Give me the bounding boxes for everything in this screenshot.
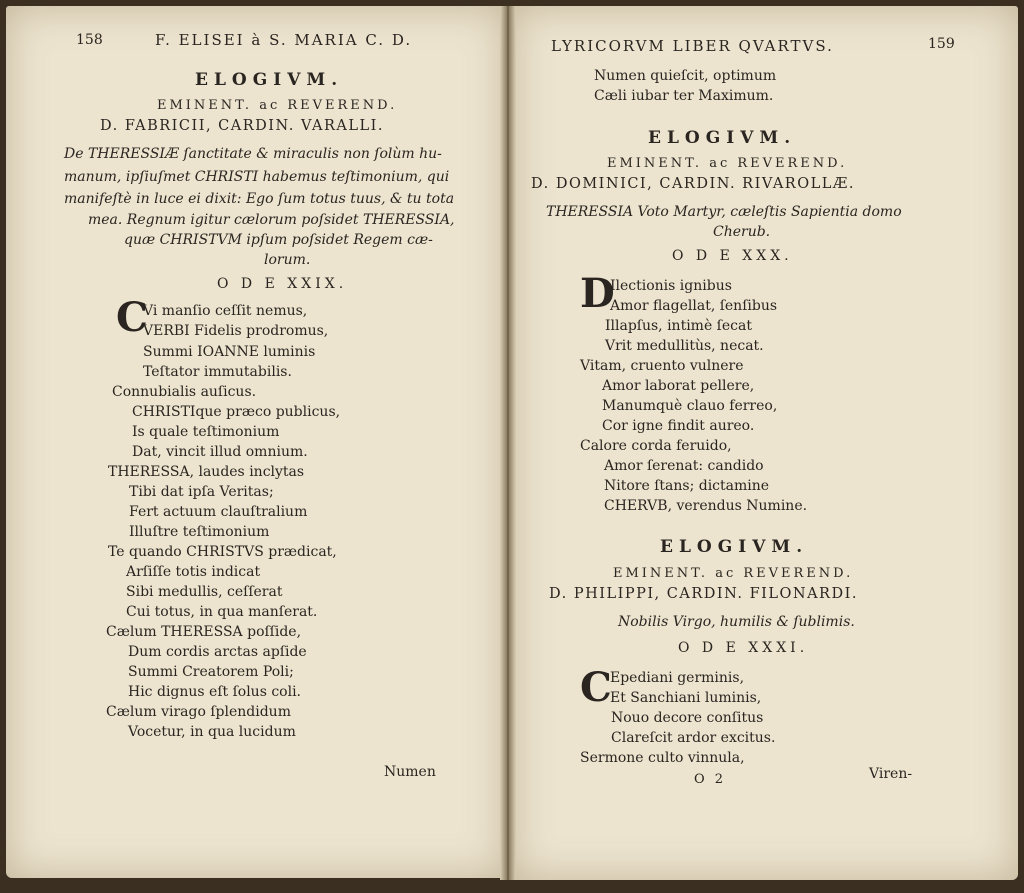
- right-ode-title-2: O D E XXXI.: [678, 640, 809, 656]
- verse-line: Arſiſſe totis indicat: [126, 564, 261, 580]
- intro-line: De THERESSIÆ ſanctitate & miraculis non ſolùm hu-: [64, 146, 442, 162]
- verse-line: Cælum THERESSA poſſide,: [106, 624, 302, 640]
- verse-line: Sibi medullis, ceſſerat: [126, 584, 283, 600]
- verse-line: Manumquè clauo ferreo,: [602, 398, 778, 414]
- right-dropcap-1: D: [580, 270, 615, 317]
- intro-line: lorum.: [264, 252, 311, 268]
- intro-line: Cherub.: [713, 224, 771, 240]
- verse-line: Vi manſio ceſſit nemus,: [143, 303, 308, 319]
- book-gutter: [500, 6, 516, 880]
- verse-line: Et Sanchiani luminis,: [610, 690, 762, 706]
- verse-line: Sermone culto vinnula,: [580, 750, 745, 766]
- verse-line: Dum cordis arctas apſide: [128, 644, 307, 660]
- right-signature-mark: O 2: [694, 772, 727, 787]
- left-running-head: F. ELISEI à S. MARIA C. D.: [155, 31, 413, 49]
- verse-line: Amor ſerenat: candido: [604, 458, 764, 474]
- intro-line: manifeſtè in luce ei dixit: Ego ſum totus tuus, & tu tota: [64, 191, 455, 207]
- left-catchword: Numen: [384, 764, 436, 780]
- verse-line: Clareſcit ardor excitus.: [611, 730, 776, 746]
- verse-line: Vrit medullitùs, necat.: [605, 338, 764, 354]
- left-page: [6, 6, 506, 878]
- verse-line: Hic dignus eſt ſolus coli.: [128, 684, 302, 700]
- verse-line: Cor igne findit aureo.: [602, 418, 755, 434]
- verse-line: CHRISTIque præco publicus,: [132, 404, 341, 420]
- verse-line: Cælum virago ſplendidum: [106, 704, 291, 720]
- right-cardinal-name-1: D. DOMINICI, CARDIN. RIVAROLLÆ.: [531, 176, 855, 192]
- verse-line: Illuſtre teſtimonium: [129, 524, 270, 540]
- right-cardinal-name-2: D. PHILIPPI, CARDIN. FILONARDI.: [549, 586, 858, 602]
- verse-line: CHERVB, verendus Numine.: [604, 498, 808, 514]
- left-elogium-title: ELOGIVM.: [195, 70, 344, 90]
- verse-line: Vocetur, in qua lucidum: [128, 724, 296, 740]
- intro-line: quæ CHRISTVM ipſum poſsidet Regem cæ-: [124, 232, 433, 248]
- verse-line: Nouo decore conſitus: [611, 710, 764, 726]
- right-elogium-title-1: ELOGIVM.: [648, 128, 797, 148]
- verse-line: Summi IOANNE luminis: [143, 344, 316, 360]
- verse-line: THERESSA, laudes inclytas: [108, 464, 305, 480]
- right-intro-2: Nobilis Virgo, humilis & ſublimis.: [618, 614, 855, 630]
- left-ode-title: O D E XXIX.: [217, 276, 348, 292]
- intro-line: manum, ipſiuſmet CHRISTI habemus teſtimonium, qui: [64, 169, 450, 185]
- verse-line: Connubialis auſicus.: [112, 384, 257, 400]
- right-dropcap-2: C: [580, 664, 612, 711]
- left-cardinal-name: D. FABRICII, CARDIN. VARALLI.: [100, 118, 384, 134]
- verse-line: Summi Creatorem Poli;: [128, 664, 294, 680]
- right-running-head: LYRICORVM LIBER QVARTVS.: [551, 37, 834, 55]
- right-catchword: Viren-: [869, 766, 913, 782]
- verse-line: Is quale teſtimonium: [132, 424, 280, 440]
- verse-line: VERBI Fidelis prodromus,: [143, 323, 329, 339]
- verse-line: Tibi dat ipſa Veritas;: [129, 484, 274, 500]
- right-ode-title-1: O D E XXX.: [672, 248, 793, 264]
- verse-line: Te quando CHRISTVS prædicat,: [108, 544, 337, 560]
- verse-line: Vitam, cruento vulnere: [580, 358, 744, 374]
- intro-line: THERESSIA Voto Martyr, cæleſtis Sapientia domo: [546, 204, 902, 220]
- verse-line: Teſtator immutabilis.: [143, 364, 292, 380]
- left-eminent-line: EMINENT. ac REVEREND.: [157, 98, 398, 113]
- right-page-number: 159: [928, 36, 955, 52]
- verse-line: Cui totus, in qua manſerat.: [126, 604, 318, 620]
- verse-line: Nitore ſtans; dictamine: [604, 478, 770, 494]
- verse-line: Amor laborat pellere,: [602, 378, 755, 394]
- verse-line: Epediani germinis,: [610, 670, 745, 686]
- right-elogium-title-2: ELOGIVM.: [660, 537, 809, 557]
- right-eminent-line-1: EMINENT. ac REVEREND.: [607, 156, 848, 171]
- verse-line: Fert actuum clauſtralium: [129, 504, 308, 520]
- verse-line: Calore corda feruido,: [580, 438, 732, 454]
- verse-line: Illapſus, intimè ſecat: [605, 318, 752, 334]
- verse-line: Amor flagellat, ſenſibus: [610, 298, 778, 314]
- verse-line: Dat, vincit illud omnium.: [132, 444, 308, 460]
- right-eminent-line-2: EMINENT. ac REVEREND.: [613, 566, 854, 581]
- left-page-number: 158: [76, 32, 103, 48]
- left-dropcap: C: [116, 294, 148, 341]
- verse-line: Ilectionis ignibus: [610, 278, 732, 294]
- verse-line: Numen quieſcit, optimum: [594, 68, 777, 84]
- verse-line: Cæli iubar ter Maximum.: [594, 88, 774, 104]
- intro-line: mea. Regnum igitur cælorum poſsidet THERESSIA,: [88, 212, 455, 228]
